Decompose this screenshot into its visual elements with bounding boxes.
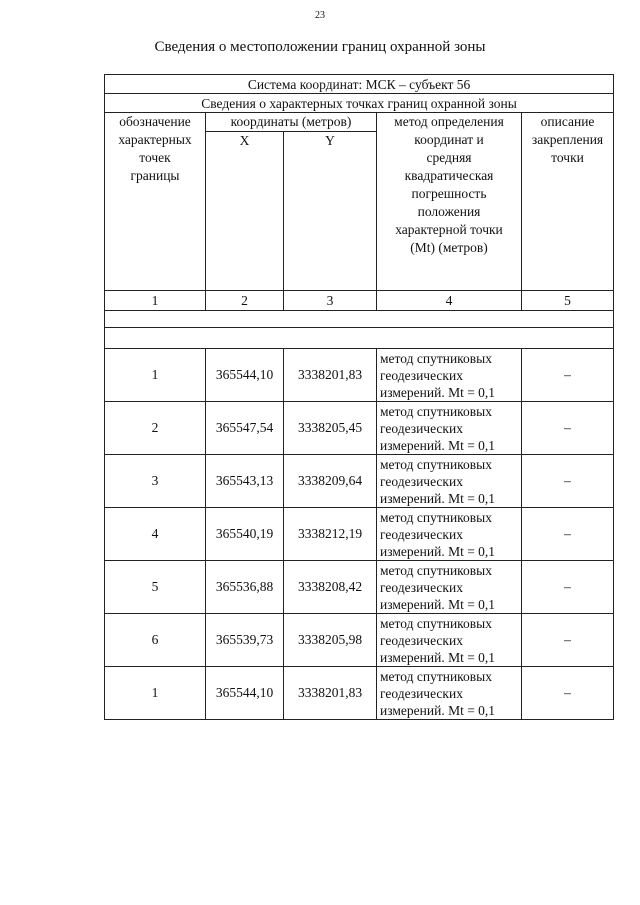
- x-coordinate-cell: 365539,73: [206, 614, 284, 667]
- method-line: геодезических: [380, 685, 463, 701]
- column-number: 3: [284, 291, 377, 311]
- table-row: [105, 349, 614, 402]
- header-y: Y: [284, 132, 377, 291]
- method-line: измерений. Mt = 0,1: [380, 490, 496, 506]
- method-line: измерений. Mt = 0,1: [380, 543, 496, 559]
- y-coordinate-cell: 3338208,42: [284, 561, 377, 614]
- x-coordinate-cell: 365544,10: [206, 349, 284, 402]
- method-cell: [377, 402, 522, 455]
- description-cell: –: [522, 402, 614, 455]
- header-line: координат и: [414, 132, 484, 147]
- description-cell: –: [522, 349, 614, 402]
- method-line: измерений. Mt = 0,1: [380, 437, 496, 453]
- description-cell: –: [522, 561, 614, 614]
- header-line: средняя: [426, 150, 472, 165]
- method-cell: [377, 508, 522, 561]
- y-coordinate-cell: 3338205,98: [284, 614, 377, 667]
- x-coordinate-cell: 365544,10: [206, 667, 284, 720]
- coordinate-system-caption: Система координат: МСК – субъект 56: [105, 75, 614, 94]
- header-line: погрешность: [411, 186, 487, 201]
- method-line: геодезических: [380, 420, 463, 436]
- column-number: 5: [522, 291, 614, 311]
- method-line: измерений. Mt = 0,1: [380, 596, 496, 612]
- section-caption: Сведения о характерных точках границ охранной зоны: [105, 94, 614, 113]
- header-line: (Mt) (метров): [410, 240, 488, 255]
- method-line: метод спутниковых: [380, 562, 492, 578]
- column-number: 1: [105, 291, 206, 311]
- header-coordinates: координаты (метров): [206, 113, 377, 132]
- header-line: точек: [139, 150, 171, 165]
- x-coordinate-cell: 365547,54: [206, 402, 284, 455]
- header-line: метод определения: [394, 114, 504, 129]
- point-id-cell: 1: [105, 667, 206, 720]
- method-cell: [377, 349, 522, 402]
- header-line: закрепления: [531, 132, 604, 147]
- method-line: геодезических: [380, 367, 463, 383]
- header-line: обозначение: [119, 114, 191, 129]
- table-row: [105, 667, 614, 720]
- table-row: [105, 455, 614, 508]
- x-coordinate-cell: 365543,13: [206, 455, 284, 508]
- header-line: положения: [417, 204, 481, 219]
- x-coordinate-cell: 365540,19: [206, 508, 284, 561]
- header-method: [377, 113, 522, 291]
- point-id-cell: 5: [105, 561, 206, 614]
- point-id-cell: 1: [105, 349, 206, 402]
- x-coordinate-cell: 365536,88: [206, 561, 284, 614]
- method-cell: [377, 561, 522, 614]
- column-number: 2: [206, 291, 284, 311]
- method-line: геодезических: [380, 579, 463, 595]
- spacer-row: [105, 328, 614, 349]
- method-line: геодезических: [380, 526, 463, 542]
- y-coordinate-cell: 3338212,19: [284, 508, 377, 561]
- column-number: 4: [377, 291, 522, 311]
- description-cell: –: [522, 508, 614, 561]
- method-line: измерений. Mt = 0,1: [380, 702, 496, 718]
- description-cell: –: [522, 667, 614, 720]
- table-row: [105, 402, 614, 455]
- method-line: метод спутниковых: [380, 509, 492, 525]
- y-coordinate-cell: 3338201,83: [284, 667, 377, 720]
- method-line: метод спутниковых: [380, 350, 492, 366]
- y-coordinate-cell: 3338209,64: [284, 455, 377, 508]
- method-line: геодезических: [380, 473, 463, 489]
- description-cell: –: [522, 614, 614, 667]
- method-line: метод спутниковых: [380, 615, 492, 631]
- header-line: описание: [540, 114, 595, 129]
- method-line: измерений. Mt = 0,1: [380, 649, 496, 665]
- point-id-cell: 6: [105, 614, 206, 667]
- table-row: [105, 561, 614, 614]
- empty-row: [105, 311, 614, 328]
- header-line: характерных: [118, 132, 192, 147]
- y-coordinate-cell: 3338205,45: [284, 402, 377, 455]
- page-number: 23: [315, 10, 325, 21]
- method-cell: [377, 667, 522, 720]
- method-line: метод спутниковых: [380, 456, 492, 472]
- point-id-cell: 2: [105, 402, 206, 455]
- header-description: [522, 113, 614, 291]
- table-row: [105, 614, 614, 667]
- method-line: метод спутниковых: [380, 403, 492, 419]
- point-id-cell: 3: [105, 455, 206, 508]
- method-cell: [377, 614, 522, 667]
- description-cell: –: [522, 455, 614, 508]
- header-line: квадратическая: [404, 168, 494, 183]
- method-cell: [377, 455, 522, 508]
- point-id-cell: 4: [105, 508, 206, 561]
- method-line: метод спутниковых: [380, 668, 492, 684]
- document-title: Сведения о местоположении границ охранной зоны: [154, 39, 486, 55]
- method-line: геодезических: [380, 632, 463, 648]
- y-coordinate-cell: 3338201,83: [284, 349, 377, 402]
- header-line: точки: [551, 150, 584, 165]
- boundary-points-table: [104, 74, 614, 720]
- table-row: [105, 508, 614, 561]
- header-line: характерной точки: [395, 222, 503, 237]
- header-point-designation: [105, 113, 206, 291]
- method-line: измерений. Mt = 0,1: [380, 384, 496, 400]
- header-x: X: [206, 132, 284, 291]
- header-line: границы: [130, 168, 180, 183]
